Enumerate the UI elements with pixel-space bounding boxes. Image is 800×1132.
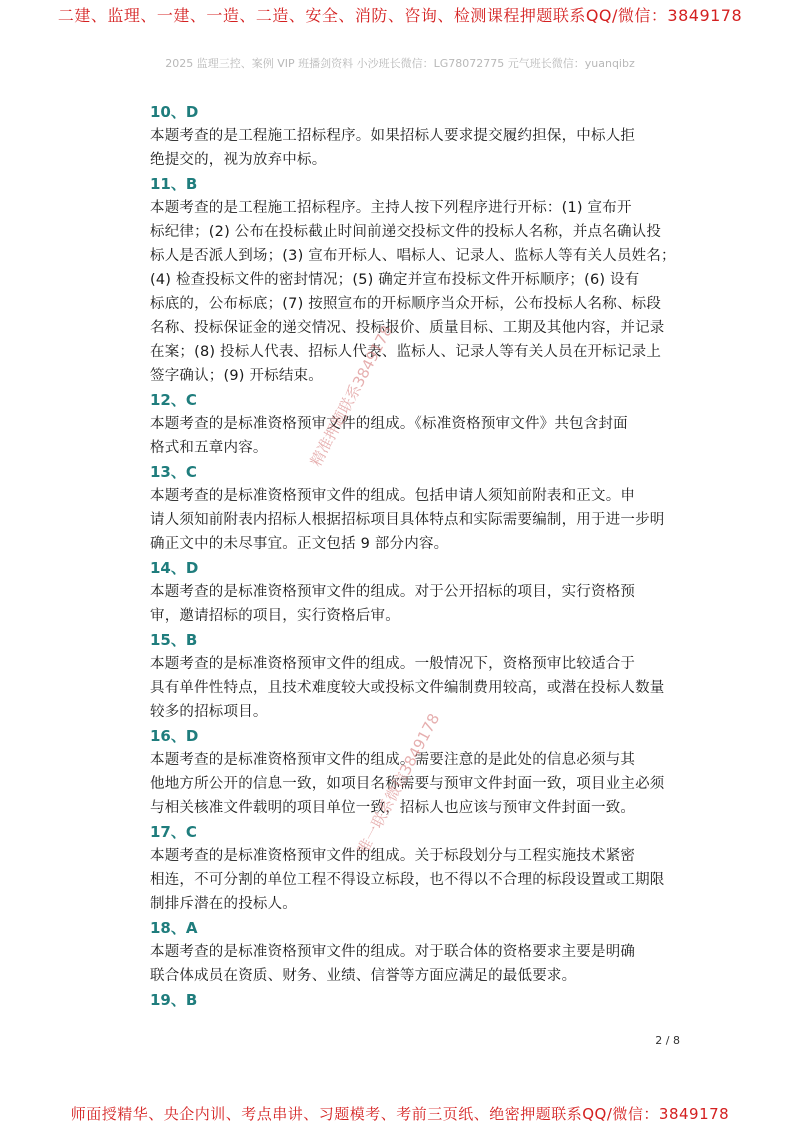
explanation-line: 本题考查的是标准资格预审文件的组成。对于公开招标的项目，实行资格预 <box>150 584 636 600</box>
explanation-line: 较多的招标项目。 <box>150 704 268 720</box>
explanation <box>150 580 690 628</box>
explanation-line: 本题考查的是标准资格预审文件的组成。一般情况下，资格预审比较适合于 <box>150 656 636 672</box>
top-banner: 二建、监理、一建、一造、二造、安全、消防、咨询、检测课程押题联系QQ/微信：3849178 <box>57 6 743 25</box>
explanation-line: 制排斥潜在的投标人。 <box>150 896 297 912</box>
answer-label: 15、B <box>150 631 198 649</box>
answer-label: 12、C <box>150 391 197 409</box>
explanation-line: 相连，不可分割的单位工程不得设立标段，也不得以不合理的标段设置或工期限 <box>150 872 665 888</box>
sub-header: 2025 监理三控、案例 VIP 班播剑资料 小沙班长微信：LG78072775 元气班长微信：yuanqibz <box>165 57 635 70</box>
watermark: 唯一联系微信3849178 <box>353 710 444 858</box>
answer-label: 10、D <box>150 103 199 121</box>
explanation <box>150 940 690 988</box>
watermark: 精准押题联系3849178 <box>306 322 397 470</box>
explanation-line: (4) 检查投标文件的密封情况；(5) 确定并宣布投标文件开标顺序；(6) 设有 <box>150 272 640 288</box>
explanation-line: 标底的，公布标底；(7) 按照宣布的开标顺序当众开标，公布投标人名称、标段 <box>150 296 662 312</box>
explanation-line: 本题考查的是标准资格预审文件的组成。需要注意的是此处的信息必须与其 <box>150 752 636 768</box>
explanation-line: 本题考查的是标准资格预审文件的组成。《标准资格预审文件》共包含封面 <box>150 416 628 432</box>
explanation <box>150 484 690 556</box>
answer-list <box>150 100 690 1012</box>
explanation-line: 在案；(8) 投标人代表、招标人代表、监标人、记录人等有关人员在开标记录上 <box>150 344 662 360</box>
explanation-line: 与相关核准文件载明的项目单位一致，招标人也应该与预审文件封面一致。 <box>150 800 636 816</box>
explanation-line: 本题考查的是工程施工招标程序。主持人按下列程序进行开标：(1) 宣布开 <box>150 200 632 216</box>
explanation-line: 格式和五章内容。 <box>150 440 268 456</box>
answer-label: 11、B <box>150 175 198 193</box>
explanation-line: 标人是否派人到场；(3) 宣布开标人、唱标人、记录人、监标人等有关人员姓名； <box>150 248 676 264</box>
explanation-line: 绝提交的，视为放弃中标。 <box>150 152 327 168</box>
explanation <box>150 196 690 388</box>
explanation-line: 具有单件性特点，且技术难度较大或投标文件编制费用较高，或潜在投标人数量 <box>150 680 665 696</box>
explanation-line: 联合体成员在资质、财务、业绩、信誉等方面应满足的最低要求。 <box>150 968 577 984</box>
explanation <box>150 124 690 172</box>
explanation <box>150 412 690 460</box>
answer-label: 19、B <box>150 991 198 1009</box>
bottom-banner: 师面授精华、央企内训、考点串讲、习题模考、考前三页纸、绝密押题联系QQ/微信：3849178 <box>70 1105 730 1123</box>
answer-label: 13、C <box>150 463 197 481</box>
explanation-line: 本题考查的是标准资格预审文件的组成。关于标段划分与工程实施技术紧密 <box>150 848 636 864</box>
answer-label: 18、A <box>150 919 198 937</box>
explanation <box>150 652 690 724</box>
explanation-line: 签字确认；(9) 开标结束。 <box>150 368 323 384</box>
answer-label: 17、C <box>150 823 197 841</box>
explanation <box>150 844 690 916</box>
explanation-line: 审，邀请招标的项目，实行资格后审。 <box>150 608 400 624</box>
explanation-line: 标纪律；(2) 公布在投标截止时间前递交投标文件的投标人名称，并点名确认投 <box>150 224 662 240</box>
explanation-line: 本题考查的是标准资格预审文件的组成。包括申请人须知前附表和正文。申 <box>150 488 636 504</box>
explanation-line: 本题考查的是标准资格预审文件的组成。对于联合体的资格要求主要是明确 <box>150 944 636 960</box>
explanation-line: 名称、投标保证金的递交情况、投标报价、质量目标、工期及其他内容，并记录 <box>150 320 665 336</box>
explanation-line: 确正文中的未尽事宜。正文包括 9 部分内容。 <box>150 536 449 552</box>
explanation-line: 请人须知前附表内招标人根据招标项目具体特点和实际需要编制，用于进一步明 <box>150 512 665 528</box>
explanation-line: 他地方所公开的信息一致，如项目名称需要与预审文件封面一致，项目业主必须 <box>150 776 665 792</box>
answer-label: 16、D <box>150 727 199 745</box>
answer-label: 14、D <box>150 559 199 577</box>
explanation-line: 本题考查的是工程施工招标程序。如果招标人要求提交履约担保，中标人拒 <box>150 128 636 144</box>
page-number: 2 / 8 <box>655 1034 680 1047</box>
